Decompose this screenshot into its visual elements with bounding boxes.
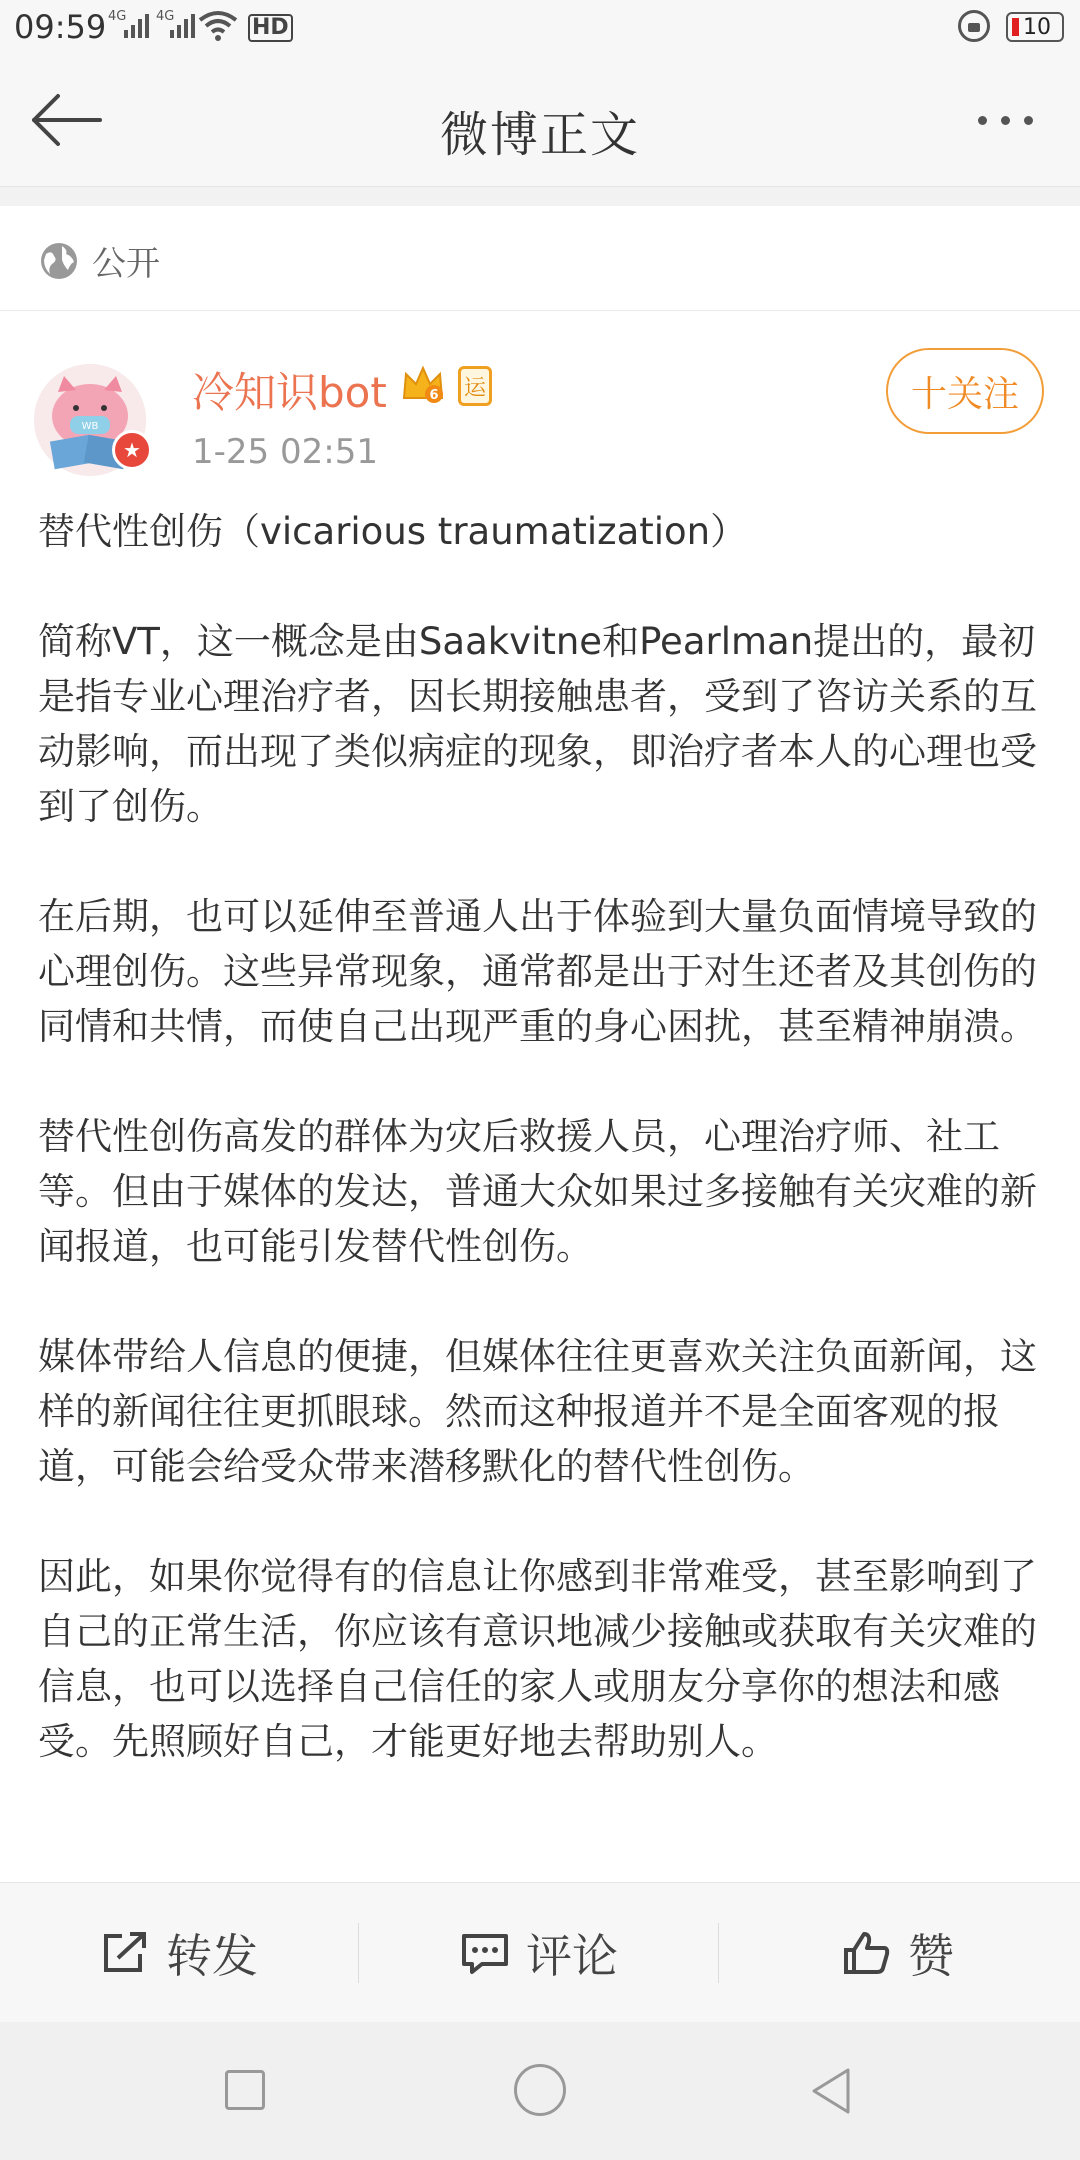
rotation-lock-icon: [958, 10, 990, 42]
system-navigation-bar: [0, 2022, 1080, 2160]
navigation-bar: [0, 56, 1080, 187]
divider: [718, 1923, 719, 1983]
svg-text:6: 6: [429, 388, 439, 403]
follow-button[interactable]: 十关注: [886, 348, 1044, 434]
back-triangle-icon[interactable]: [808, 2066, 854, 2116]
repost-icon: [100, 1930, 150, 1976]
home-icon[interactable]: [514, 2064, 566, 2116]
comment-label: 评论: [526, 1929, 618, 1983]
post-timestamp: 1-25 02:51: [192, 432, 378, 472]
crown-icon[interactable]: [400, 364, 446, 406]
signal-bars-1-icon: [124, 12, 149, 38]
page-title: 微博正文: [439, 107, 640, 163]
recent-apps-icon[interactable]: [225, 2070, 265, 2110]
status-bar: [0, 0, 1080, 56]
thumbs-up-icon: [842, 1930, 892, 1976]
wifi-icon: [198, 10, 238, 42]
member-badge[interactable]: 运: [458, 366, 492, 406]
repost-label: 转发: [166, 1929, 258, 1983]
author-name[interactable]: 冷知识bot: [192, 368, 387, 417]
status-time: 09:59: [14, 8, 107, 46]
visibility-label: 公开: [92, 244, 160, 284]
more-dots-icon[interactable]: [978, 116, 1033, 125]
post-card: [0, 206, 1080, 1882]
repost-button[interactable]: [100, 1883, 258, 2023]
like-button[interactable]: [842, 1883, 954, 2023]
comment-button[interactable]: [460, 1883, 618, 2023]
like-label: 赞: [908, 1929, 954, 1983]
signal-label-2: 4G: [156, 9, 175, 24]
visibility-indicator: [38, 236, 160, 285]
battery-indicator: [1006, 12, 1064, 42]
hd-badge: HD: [248, 14, 293, 42]
comment-icon: [460, 1930, 510, 1976]
post-paragraph: 替代性创伤（vicarious traumatization）: [38, 510, 748, 553]
divider: [0, 310, 1080, 311]
divider: [358, 1923, 359, 1983]
post-paragraph: 简称VT，这一概念是由Saakvitne和Pearlman提出的，最初是指专业心理治疗者，因长期接触患者，受到了咨访关系的互动影响，而出现了类似病症的现象，即治疗者本人的心理也受到了创伤。: [38, 620, 1037, 828]
post-content: [38, 504, 1042, 1824]
battery-fill: [1012, 18, 1019, 36]
action-bar: [0, 1882, 1080, 2023]
post-paragraph: 因此，如果你觉得有的信息让你感到非常难受，甚至影响到了自己的正常生活，你应该有意识地减少接触或获取有关灾难的信息，也可以选择自己信任的家人或朋友分享你的想法和感受。先照顾好自己，才能更好地去帮助别人。: [38, 1555, 1037, 1763]
post-paragraph: 媒体带给人信息的便捷，但媒体往往更喜欢关注负面新闻，这样的新闻往往更抓眼球。然而这种报道并不是全面客观的报道，可能会给受众带来潜移默化的替代性创伤。: [38, 1335, 1037, 1488]
post-paragraph: 在后期，也可以延伸至普通人出于体验到大量负面情境导致的心理创伤。这些异常现象，通常都是出于对生还者及其创伤的同情和共情，而使自己出现严重的身心困扰，甚至精神崩溃。: [38, 895, 1037, 1048]
post-paragraph: 替代性创伤高发的群体为灾后救援人员，心理治疗师、社工等。但由于媒体的发达，普通大众如果过多接触有关灾难的新闻报道，也可能引发替代性创伤。: [38, 1115, 1037, 1268]
signal-label-1: 4G: [108, 9, 127, 24]
signal-bars-2-icon: [170, 12, 195, 38]
globe-icon: [38, 240, 80, 282]
svg-text:WB: WB: [81, 421, 99, 432]
verified-badge-icon: ★: [112, 430, 152, 470]
battery-level: 10: [1023, 14, 1051, 40]
